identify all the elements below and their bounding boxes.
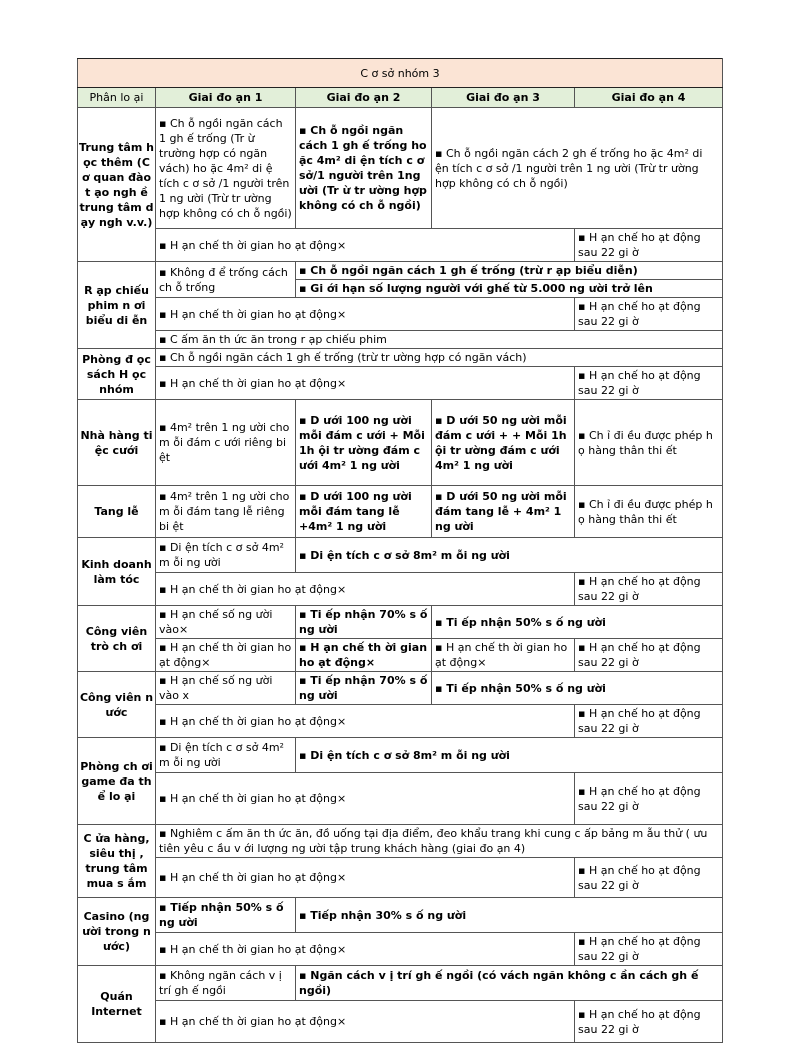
category-cinema: R ạp chiếu phim n ơi biểu di ễn — [78, 262, 156, 349]
cell: ▪ H ạn chế ho ạt động sau 22 gi ờ — [575, 639, 723, 672]
table-row — [78, 966, 723, 1001]
table-title: C ơ sở nhóm 3 — [78, 59, 723, 88]
cell: ▪ Ch ỗ ngồi ngăn cách 1 gh ế trống ho ặc 4m² di ện tích c ơ sở/1 người trên 1ng ười (Tr ừ tr ường hợp không có ch ỗ ngồi) — [296, 108, 432, 229]
cell: ▪ 4m² trên 1 ng ười cho m ỗi đám c ưới riêng bi ệt — [156, 400, 296, 486]
table-row — [78, 773, 723, 825]
table-row — [78, 825, 723, 858]
cell: ▪ Ch ỉ đi ều được phép h ọ hàng thân thi ết — [575, 400, 723, 486]
cell: ▪ H ạn chế ho ạt động sau 22 gi ờ — [575, 298, 723, 331]
cell: ▪ H ạn chế ho ạt động sau 22 gi ờ — [575, 858, 723, 898]
cell: ▪ H ạn chế th ời gian ho ạt động× — [156, 773, 575, 825]
table-row — [78, 738, 723, 773]
cell: ▪ Không đ ể trống cách ch ỗ trống — [156, 262, 296, 298]
category-casino: Casino (ng ười trong n ước) — [78, 898, 156, 966]
cell: ▪ D ưới 50 ng ười mỗi đám c ưới + + Mỗi 1h ội tr ường đám c ưới 4m² 1 ng ười — [432, 400, 575, 486]
category-amusement-park: Công viên trò ch ơi — [78, 606, 156, 672]
cell: ▪ H ạn chế th ời gian ho ạt động× — [156, 229, 575, 262]
cell: ▪ H ạn chế số ng ười vào× — [156, 606, 296, 639]
table-row — [78, 639, 723, 672]
cell: ▪ Ch ỗ ngồi ngăn cách 2 gh ế trống ho ặc 4m² di ện tích c ơ sở /1 người trên 1 ng ười (Trừ tr ường hợp không có ch ỗ ngồi) — [432, 108, 723, 229]
table-row — [78, 858, 723, 898]
table-row — [78, 672, 723, 705]
category-shopping-center: C ửa hàng, siêu thị , trung tâm mua s ắm — [78, 825, 156, 898]
table-row — [78, 349, 723, 367]
cell: ▪ D ưới 100 ng ười mỗi đám c ưới + Mỗi 1h ội tr ường đám c ưới 4m² 1 ng ười — [296, 400, 432, 486]
table-row — [78, 933, 723, 966]
cell: ▪ Ti ếp nhận 70% s ố ng ười — [296, 672, 432, 705]
category-game-room: Phòng ch ơi game đa th ể lo ại — [78, 738, 156, 825]
cell: ▪ H ạn chế th ời gian ho ạt động× — [296, 639, 432, 672]
cell: ▪ H ạn chế ho ạt động sau 22 gi ờ — [575, 933, 723, 966]
cell: ▪ Nghiêm c ấm ăn th ức ăn, đồ uống tại địa điểm, đeo khẩu trang khi cung c ấp bảng m ẫu thử ( ưu tiên yêu c ầu v ới lượng ng ười tập trung khách hàng (giai đo ạn 4) — [156, 825, 723, 858]
cell: ▪ Ch ỉ đi ều được phép h ọ hàng thân thi ết — [575, 486, 723, 538]
cell: ▪ Ch ỗ ngồi ngăn cách 1 gh ế trống (trừ tr ường hợp có ngăn vách) — [156, 349, 723, 367]
title-row — [78, 59, 723, 88]
table-row — [78, 898, 723, 933]
cell: ▪ H ạn chế ho ạt động sau 22 gi ờ — [575, 773, 723, 825]
header-row — [78, 88, 723, 108]
cell: ▪ H ạn chế th ời gian ho ạt động× — [156, 705, 575, 738]
table-row — [78, 400, 723, 486]
cell: ▪ Ti ếp nhận 70% s ố ng ười — [296, 606, 432, 639]
cell: ▪ H ạn chế ho ạt động sau 22 gi ờ — [575, 573, 723, 606]
cell: ▪ H ạn chế th ời gian ho ạt động× — [156, 933, 575, 966]
cell: ▪ H ạn chế th ời gian ho ạt động× — [156, 639, 296, 672]
cell: ▪ Di ện tích c ơ sở 8m² m ỗi ng ười — [296, 738, 723, 773]
table-row — [78, 538, 723, 573]
category-water-park: Công viên n ước — [78, 672, 156, 738]
cell: ▪ Gi ới hạn số lượng người với ghế từ 5.000 ng ười trở lên — [296, 280, 723, 298]
cell: ▪ H ạn chế ho ạt động sau 22 gi ờ — [575, 229, 723, 262]
category-reading-room: Phòng đ ọc sách H ọc nhóm — [78, 349, 156, 400]
cell: ▪ H ạn chế th ời gian ho ạt động× — [156, 367, 575, 400]
cell: ▪ Ngăn cách v ị trí gh ế ngồi (có vách ngăn không c ần cách gh ế ngồi) — [296, 966, 723, 1001]
cell: ▪ Ti ếp nhận 50% s ố ng ười — [432, 672, 723, 705]
cell: ▪ H ạn chế th ời gian ho ạt động× — [156, 298, 575, 331]
header-stage-1: Giai đo ạn 1 — [156, 88, 296, 108]
cell: ▪ H ạn chế th ời gian ho ạt động× — [432, 639, 575, 672]
header-stage-4: Giai đo ạn 4 — [575, 88, 723, 108]
table-row — [78, 298, 723, 331]
cell: ▪ H ạn chế ho ạt động sau 22 gi ờ — [575, 1001, 723, 1043]
category-tutoring: Trung tâm h ọc thêm (C ơ quan đào t ạo ngh ề trung tâm d ạy ngh v.v.) — [78, 108, 156, 262]
category-wedding-hall: Nhà hàng ti ệc cưới — [78, 400, 156, 486]
table-row — [78, 262, 723, 280]
table-row — [78, 606, 723, 639]
category-funeral: Tang lễ — [78, 486, 156, 538]
cell: ▪ Ch ỗ ngồi ngăn cách 1 gh ế trống (trừ r ạp biểu diễn) — [296, 262, 723, 280]
cell: ▪ H ạn chế th ời gian ho ạt động× — [156, 858, 575, 898]
category-hair-salon: Kinh doanh làm tóc — [78, 538, 156, 606]
table-row — [78, 1001, 723, 1043]
table-row — [78, 108, 723, 229]
cell: ▪ H ạn chế số ng ười vào x — [156, 672, 296, 705]
cell: ▪ C ấm ăn th ức ăn trong r ạp chiếu phim — [156, 331, 723, 349]
cell: ▪ H ạn chế th ời gian ho ạt động× — [156, 573, 575, 606]
table-row — [78, 331, 723, 349]
cell: ▪ Ch ỗ ngồi ngăn cách 1 gh ế trống (Tr ừ trường hợp có ngăn vách) ho ặc 4m² di ệ tích c ơ sở /1 người trên 1 ng ười (Trừ tr ường hợp không có ch ỗ ngồi) — [156, 108, 296, 229]
header-category: Phân lo ại — [78, 88, 156, 108]
cell: ▪ Di ện tích c ơ sở 4m² m ỗi ng ười — [156, 538, 296, 573]
cell: ▪ Ti ếp nhận 50% s ố ng ười — [432, 606, 723, 639]
cell: ▪ H ạn chế ho ạt động sau 22 gi ờ — [575, 705, 723, 738]
cell: ▪ Tiếp nhận 50% s ố ng ười — [156, 898, 296, 933]
cell: ▪ D ưới 100 ng ười mỗi đám tang lễ +4m² 1 ng ười — [296, 486, 432, 538]
header-stage-3: Giai đo ạn 3 — [432, 88, 575, 108]
table-row — [78, 486, 723, 538]
header-stage-2: Giai đo ạn 2 — [296, 88, 432, 108]
table-row — [78, 229, 723, 262]
table-row — [78, 573, 723, 606]
category-internet-cafe: Quán Internet — [78, 966, 156, 1043]
cell: ▪ Di ện tích c ơ sở 4m² m ỗi ng ười — [156, 738, 296, 773]
table-row — [78, 705, 723, 738]
restriction-table — [77, 58, 723, 1043]
cell: ▪ H ạn chế th ời gian ho ạt động× — [156, 1001, 575, 1043]
cell: ▪ Không ngăn cách v ị trí gh ế ngồi — [156, 966, 296, 1001]
cell: ▪ 4m² trên 1 ng ười cho m ỗi đám tang lễ riêng bi ệt — [156, 486, 296, 538]
cell: ▪ D ưới 50 ng ười mỗi đám tang lễ + 4m² 1 ng ười — [432, 486, 575, 538]
cell: ▪ Tiếp nhận 30% s ố ng ười — [296, 898, 723, 933]
cell: ▪ Di ện tích c ơ sở 8m² m ỗi ng ười — [296, 538, 723, 573]
table-row — [78, 367, 723, 400]
cell: ▪ H ạn chế ho ạt động sau 22 gi ờ — [575, 367, 723, 400]
